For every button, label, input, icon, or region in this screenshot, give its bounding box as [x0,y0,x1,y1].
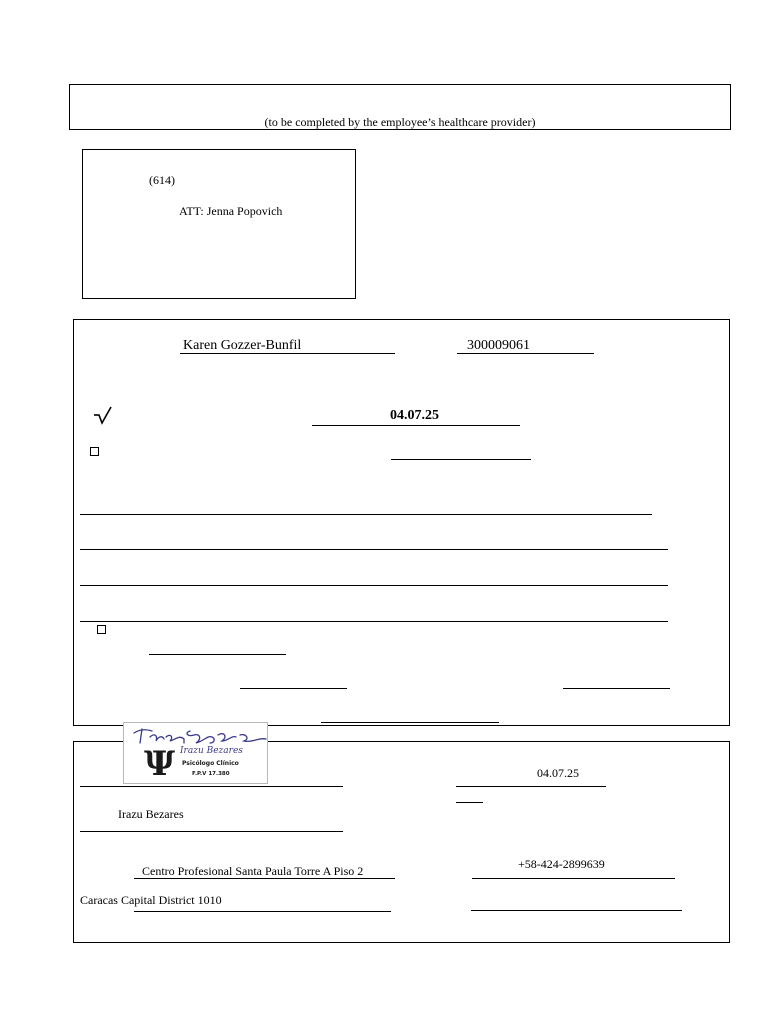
signature-date-underline [456,786,606,787]
header-instruction: (to be completed by the employee’s healthcare provider) [264,115,536,129]
attention-line: ATT: Jenna Popovich [179,204,283,218]
provider-address-underline-2 [134,911,391,912]
employee-name-underline [180,353,395,354]
employee-id-underline [457,353,594,354]
option-3-field-3[interactable] [563,688,670,689]
employee-id-value[interactable]: 300009061 [467,338,530,353]
signature-date-short-line [456,802,483,803]
svg-text:Ψ: Ψ [144,744,176,783]
option-1-date-underline [312,425,520,426]
provider-phone-underline [472,878,675,879]
phone-area-code: (614) [149,173,175,187]
address-box [82,149,356,299]
option-3-field-1[interactable] [149,654,286,655]
option-2-checkbox[interactable] [90,447,99,456]
employee-section [73,319,730,726]
provider-address-line-2[interactable]: Caracas Capital District 1010 [80,893,222,907]
option-1-checkbox[interactable] [93,406,113,426]
employee-name-value[interactable]: Karen Gozzer-Bunfil [183,338,302,353]
provider-name-value[interactable]: Irazu Bezares [118,807,184,821]
explanation-line-3[interactable] [80,585,668,586]
option-3-checkbox[interactable] [97,625,106,634]
signature-date-value[interactable]: 04.07.25 [537,766,579,780]
option-3-field-4[interactable] [321,722,499,723]
option-1-date[interactable]: 04.07.25 [390,408,439,423]
provider-name-underline [80,831,343,832]
explanation-line-4[interactable] [80,621,668,622]
provider-extra-underline[interactable] [471,910,682,911]
provider-address-underline-1 [134,878,395,879]
svg-text:F.P.V 17.380: F.P.V 17.380 [192,771,230,777]
provider-signature-stamp [123,722,268,784]
checkmark-icon [93,406,113,426]
explanation-line-2[interactable] [80,549,668,550]
header-box [69,84,731,130]
svg-text:Irazu Bezares: Irazu Bezares [180,746,243,756]
option-3-field-2[interactable] [240,688,347,689]
provider-address-line-1[interactable]: Centro Profesional Santa Paula Torre A Piso 2 [142,864,364,878]
provider-phone-value[interactable]: +58-424-2899639 [518,857,605,871]
signature-underline [80,786,343,787]
explanation-line-1[interactable] [80,514,652,515]
option-2-date-underline [391,459,531,460]
svg-text:Psicólogo Clínico: Psicólogo Clínico [182,760,239,767]
